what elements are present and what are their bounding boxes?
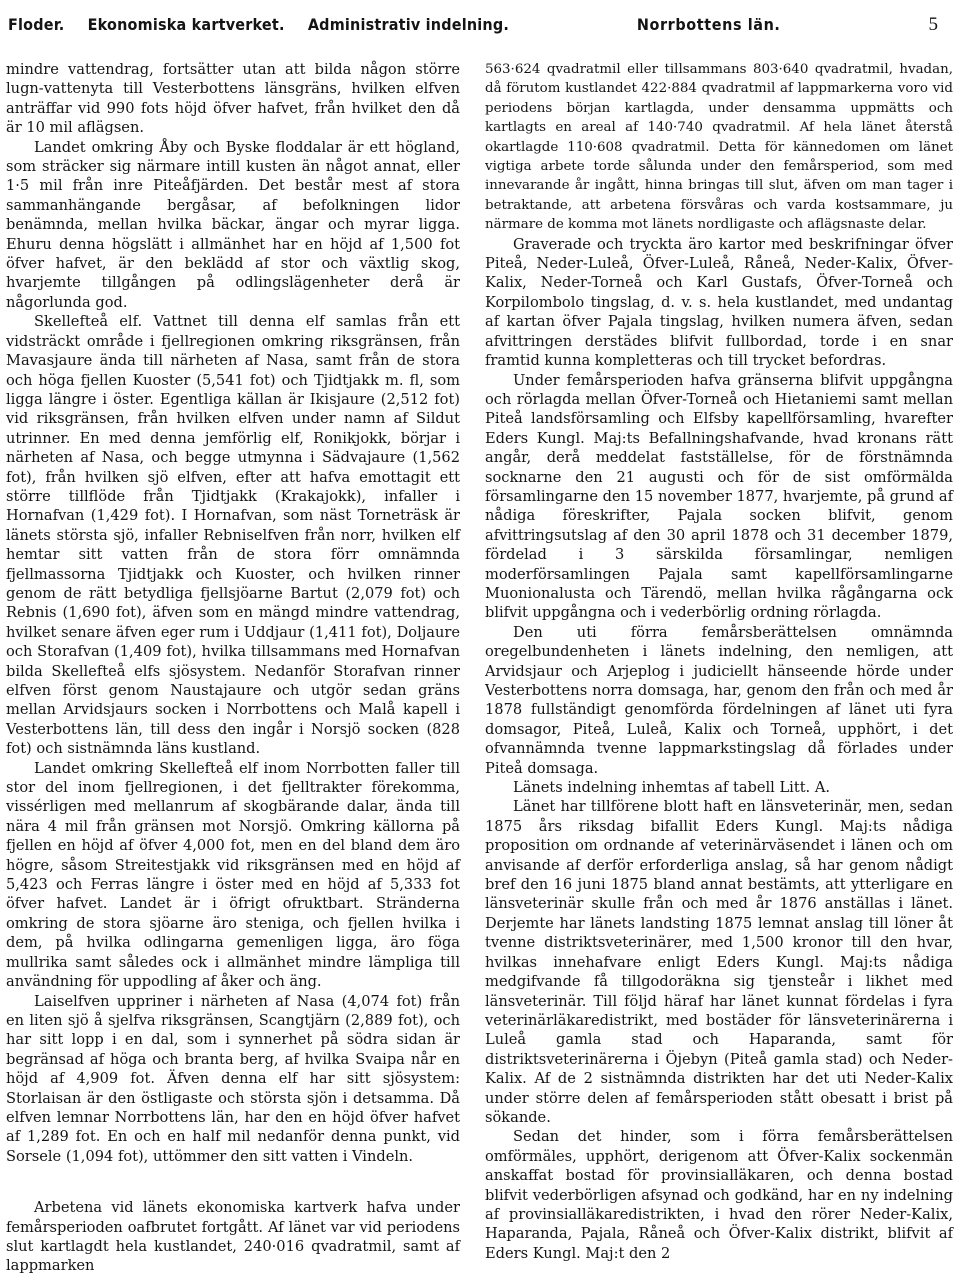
header-section-floder: Floder. bbox=[8, 15, 65, 34]
paragraph: Under femårsperioden hafva gränserna blifvit uppgångna och rörlagda mellan Öfver-Torneå och Hietaniemi samt mellan Piteå landsförsamling och Elfsby kapellförsamling, hvarefter Eders Kungl. Maj:ts Befallningshafvande, hvad kronans rätt angår, derå meddelat fastställelse, för de förstnämnda socknarne den 21 augusti och för de sist omförmälda församlingarne den 15 november 1877, hvarjemte, på grund af nådiga föreskrifter, Pajala socken blifvit, genom afvittringsutslag af den 30 april 1878 och 31 december 1879, fördelad i 3 särskilda församlingar, nemligen moderförsamlingen Pajala samt kapellförsamlingarne Muonionalusta och Tärendö, mellan hvilka rågångarna ock blifvit uppgångna och i vederbörlig ordning rörlagda. bbox=[485, 371, 953, 622]
paragraph: Länet har tillförene blott haft en länsveterinär, men, sedan 1875 års riksdag bifallit Eders Kungl. Maj:ts nådiga proposition om ordnande af veterinärväsendet i länen och om anvisande af derför erforderliga anslag, så har genom nådigt bref den 16 juni 1875 bland annat bestämts, att ytterligare en länsveterinär skulle från och med år 1876 anställas i länet. Derjemte har länets landsting 1875 lemnat anslag till löner åt tvenne distriktsveterinärer, med 1,500 kronor till den hvar, hvilkas innehafvare enligt Eders Kungl. Maj:ts nådiga medgifvande få tillgodoräkna sig tjensteår i likhet med länsveterinär. Till följd häraf har länet kunnat fördelas i fyra veterinärläkaredistrikt, med bostäder för länsveterinärerna i Luleå gamla stad och Haparanda, samt för distriktsveterinärerna i Öjebyn (Piteå gamla stad) och Neder-Kalix. Af de 2 sistnämnda distrikten har det uti Neder-Kalix under större delen af femårsperioden stått obesatt i brist på sökande. bbox=[485, 798, 953, 1126]
paragraph: Laiselfven uppriner i närheten af Nasa (4,074 fot) från en liten sjö å sjelfva riksgränsen, Scangtjärn (2,889 fot), och har sitt lopp i en dal, som i synnerhet på södra sidan är begränsad af höga och branta berg, af hvilka Svaipa når en höjd af 4,909 fot. Äfven denna elf har sitt sjösystem: Storlaisan är den östligaste och största sjön i detsamma. Då elfven lemnar Norrbottens län, har den en höjd öfver hafvet af 1,289 fot. En och en half mil nedanför denna punkt, vid Sorsele (1,094 fot), uttömmer den sitt vatten i Vindeln. bbox=[6, 992, 460, 1165]
right-column bbox=[485, 60, 953, 1263]
paragraph: Skellefteå elf. Vattnet till denna elf samlas från ett vidsträckt område i fjellregionen omkring riksgränsen, från Mavasjaure ända till närheten af Nasa, samt från de stora och höga fjellen Kuoster (5,541 fot) och Tjidtjakk m. fl, som ligga längre i öster. Egentliga källan är Ikisjaure (2,512 fot) vid riksgränsen, från hvilken elfven under namn af Sildut utrinner. En med denna jemförlig elf, Ronikjokk, börjar i närheten af Nasa, och begge utmynna i Sädvajaure (1,562 fot), från hvilken sjö elfven, efter att hafva emottagit ett större tillflöde från Tjidtjakk (Krakajokk), infaller i Hornafvan (1,429 fot). I Hornafvan, som näst Torneträsk är länets största sjö, infaller Rebniselfven från norr, hvilken elf hemtar sitt vatten från de stora förr omnämnda fjellmassorna Tjidtjakk och Kuoster, och hvilken rinner genom de rätt betydliga fjellsjöarne Bartut (2,079 fot) och Rebnis (1,690 fot), äfven som en mängd mindre vattendrag, hvilket senare äfven eger rum i Uddjaur (1,411 fot), Doljaure och Storafvan (1,409 fot), hvilka tillsammans med Hornafvan bilda Skellefteå elfs sjösystem. Nedanför Storafvan rinner elfven först genom Naustajaure och utgör sedan gräns mellan Arvidsjaurs socken i Norrbottens och Malå kapell i Vesterbottens län, till dess den ingår i Norsjö socken (828 fot) och sistnämnda läns kustland. bbox=[6, 313, 460, 758]
left-column bbox=[6, 60, 460, 1276]
paragraph: Den uti förra femårsberättelsen omnämnda oregelbundenheten i länets indelning, den nemligen, att Arvidsjaur och Arjeplog i judiciellt hänseende hörde under Vesterbottens norra domsaga, har, genom den från och med år 1878 fullständigt genomförda fördelningen af länet uti fyra domsagor, Piteå, Luleå, Kalix och Torneå, upphört, i det ofvannämnda tvenne lappmarkstingslag då förlades under Piteå domsaga. bbox=[485, 623, 953, 777]
paragraph: Länets indelning inhemtas af tabell Litt. A. bbox=[513, 779, 831, 797]
paragraph: Landet omkring Åby och Byske floddalar är ett högland, som sträcker sig närmare intill kusten än något annat, eller 1·5 mil från inre Piteåfjärden. Det består mest af stora sammanhängande bergåsar, af befolkningen lidor benämnda, mellan hvilka bäckar, ängar och myrar ligga. Ehuru denna högslätt i allmänhet har en höjd af 1,500 fot öfver hafvet, är den beklädd af stor och växtlig skog, hvarjemte tillgången på odlingslägenheter derå är någorlunda god. bbox=[6, 138, 460, 311]
paragraph: 563·624 qvadratmil eller tillsammans 803·640 qvadratmil, hvadan, då förutom kustlandet 422·884 qvadratmil af lappmarkerna voro vid periodens början kartlagda, under densamma uppmätts och kartlagts en areal af 140·740 qvadratmil. Af hela länet återstå okartlagde 110·608 qvadratmil. Detta för kännedomen om länet vigtiga arbete torde sålunda under den femårsperiod, som med innevarande år ingått, hinna bringas till slut, äfven om man tager i betraktande, att arbetena försvåras och varda kostsammare, ju närmare de komma mot länets nordligaste och aflägsnaste delar. bbox=[485, 62, 953, 233]
header-left bbox=[8, 15, 637, 34]
page-number: 5 bbox=[928, 14, 938, 35]
paragraph: Graverade och tryckta äro kartor med beskrifningar öfver Piteå, Neder-Luleå, Öfver-Luleå, Råneå, Neder-Kalix, Öfver-Kalix, Neder-Torneå och Karl Gustafs, Öfver-Torneå och Korpilombolo tingslag, d. v. s. hela kustlandet, med undantag af kartan öfver Pajala tingslag, hvilken numera äfven, sedan afvittringen derstädes blifvit fullbordad, torde i en snar framtid kunna kompletteras och till trycket befordras. bbox=[485, 235, 953, 370]
paragraph: mindre vattendrag, fortsätter utan att bilda någon större lugn-vattenyta till Vesterbottens länsgräns, hvilken elfven anträffar vid 990 fots höjd öfver hafvet, från hvilket den då är 10 mil aflägsen. bbox=[6, 61, 460, 137]
paragraph: Landet omkring Skellefteå elf inom Norrbotten faller till stor del inom fjellregionen, i det fjelltrakter förekomma, vissérligen med mellanrum af skogbärande dalar, ända till nära 4 mil från gränsen mot Norsjö. Omkring källorna på fjellen en höjd af öfver 4,000 fot, men en del bland dem äro högre, såsom Streitestjakk vid riksgränsen med en höjd af 5,423 och Ferras längre i öster med en höjd af 5,333 fot öfver hafvet. Landet är i öfrigt ofruktbart. Stränderna omkring de stora sjöarne äro steniga, och fjellen hvilka i dem, på hvilka odlingarna gemenligen ligga, äro föga mullrika samt således ock i allmänhet mindre lämpliga till användning för uppodling af åker och äng. bbox=[6, 759, 460, 991]
paragraph: Sedan det hinder, som i förra femårsberättelsen omförmäles, upphört, derigenom att Öfver-Kalix sockenmän anskaffat bostad för provinsialläkaren, och denna bostad blifvit vederbörligen afsynad och godkänd, har en ny indelning af provinsialläkaredistrikten, i hvad den rörer Neder-Kalix, Haparanda, Pajala, Råneå och Öfver-Kalix distrikt, blifvit af Eders Kungl. Maj:t den 2 bbox=[485, 1128, 953, 1262]
header-section-kartverket: Ekonomiska kartverket. bbox=[87, 15, 285, 34]
paragraph: Arbetena vid länets ekonomiska kartverk hafva under femårsperioden oafbrutet fortgått. Af länet var vid periodens slut kartlagdt hela kustlandet, 240·016 qvadratmil, samt af lappmarken bbox=[6, 1199, 460, 1275]
header-section-indelning: Administrativ indelning. bbox=[307, 15, 510, 34]
running-header bbox=[8, 14, 938, 40]
header-county: Norrbottens län. bbox=[636, 15, 781, 34]
